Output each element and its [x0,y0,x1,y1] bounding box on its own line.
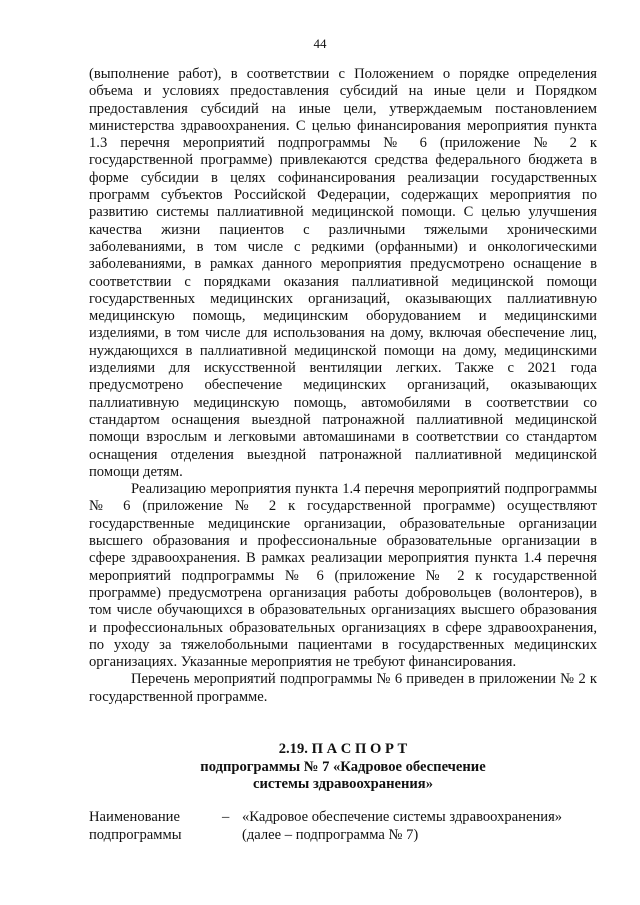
passport-row-name [89,809,597,844]
paragraph-1: (выполнение работ), в соответствии с Положением о порядке определения объема и условиях предоставления субсидий на иные цели и Порядком предоставления субсидий на иные цели, утверждаемым постановлением министерства здравоохранения. С целью финансирования мероприятия пункта 1.3 перечня мероприятий подпрограммы № 6 (приложение № 2 к государственной программе) привлекаются средства федерального бюджета в форме субсидии в целях софинансирования реализации государственных программ субъектов Российской Федерации, содержащих мероприятия по развитию системы паллиативной медицинской помощи. С целью улучшения качества жизни пациентов с различными тяжелыми хроническими заболеваниями, в том числе с редкими (орфанными) и онкологическими заболеваниями, в рамках данного мероприятия предусмотрено оснащение в соответствии с порядками оказания паллиативной медицинской помощи государственных медицинских организаций, оказывающих паллиативную медицинскую помощь, медицинским оборудованием и медицинскими изделиями, в том числе для использования на дому, включая обеспечение лиц, нуждающихся в паллиативной медицинской помощи на дому, медицинскими изделиями для искусственной вентиляции легких. Также с 2021 года предусмотрено обеспечение медицинских организаций, оказывающих паллиативную медицинскую помощь, автомобилями в соответствии со стандартом оснащения выездной патронажной паллиативной медицинской помощи взрослым и легковыми автомашинами в соответствии со стандартом оснащения отделения выездной патронажной паллиативной медицинской помощи детям. [89,66,597,480]
passport-value: «Кадровое обеспечение системы здравоохранения» (далее – подпрограмма № 7) [242,809,563,843]
body-text [89,66,597,706]
passport-dash: – [222,809,230,825]
paragraph-2: Реализацию мероприятия пункта 1.4 перечня мероприятий подпрограммы № 6 (приложение № 2 к государственной программе) осуществляют государственные медицинские организации, образовательные организации высшего образования и профессиональные образовательные организации в сфере здравоохранения. В рамках реализации мероприятия пункта 1.4 перечня мероприятий подпрограммы № 6 (приложение № 2 к государственной программе) предусмотрена организация работы добровольцев (волонтеров), в том числе обучающихся в образовательных организациях высшего образования и профессиональных образовательных организациях в сфере здравоохранения, по уходу за тяжелобольными пациентами в государственных медицинских организациях. Указанные мероприятия не требуют финансирования. [89,481,597,671]
passport-table [89,809,597,844]
paragraph-3: Перечень мероприятий подпрограммы № 6 приведен в приложении № 2 к государственной программе. [89,671,597,705]
passport-label: Наименование подпрограммы [89,809,182,843]
heading-subtitle-line1: подпрограммы № 7 «Кадровое обеспечение [200,758,486,775]
page-number: 44 [313,36,327,51]
heading-title: 2.19. П А С П О Р Т [278,741,408,757]
section-heading [89,741,597,794]
heading-subtitle-line2: системы здравоохранения» [252,776,433,792]
